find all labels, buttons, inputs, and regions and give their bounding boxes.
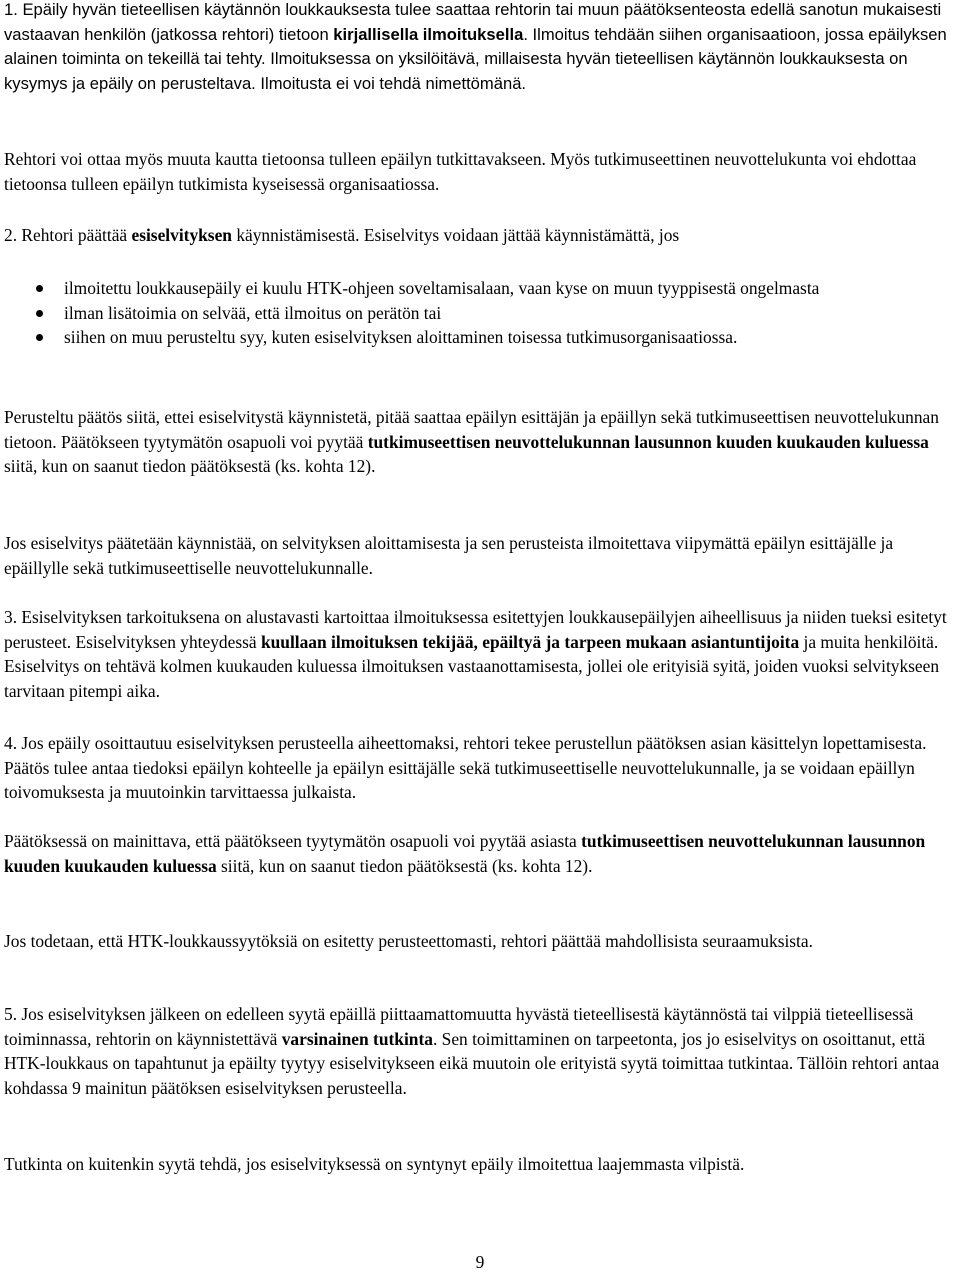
p6-text-a: 3. Esiselvityksen tarkoituksena on alustavasti kartoittaa ilmoituksessa esitettyjen loukkausepäilyjen aiheellisuus ja niiden tueksi esitetyt perusteet. Esiselvityksen yhteydessä xyxy=(4,607,947,652)
p4-text-a: Perusteltu päätös siitä, ettei esiselvitystä käynnistetä, pitää saattaa epäilyn esittäjän ja epäillyn sekä tutkimuseettisen neuvottelukunnan tietoon. Päätökseen tyytymätön osapuoli voi pyytää xyxy=(4,407,939,452)
p8-bold: tutkimuseettisen neuvottelukunnan lausunnon kuuden kuukauden kuluessa xyxy=(4,831,926,876)
paragraph-4 xyxy=(4,405,954,479)
paragraph-7: 4. Jos epäily osoittautuu esiselvityksen perusteella aiheettomaksi, rehtori tekee perustellun päätöksen asian käsittelyn lopettamisesta. Päätös tulee antaa tiedoksi epäilyn kohteelle ja epäilyn esittäjälle sekä tutkimuseettiselle neuvottelukunnalle, ja se voidaan epäillyn toivomuksesta ja muutoinkin tarvittaessa julkaista. xyxy=(4,733,927,802)
p6-text-c: ja muita henkilöitä. Esiselvitys on tehtävä kolmen kuukauden kuluessa ilmoituksen vastaanottamisesta, jollei ole erityisiä syitä, joiden vuoksi selvitykseen tarvitaan pitempi aika. xyxy=(4,631,940,701)
list-item: ilman lisätoimia on selvää, että ilmoitus on perätön tai xyxy=(0,301,954,326)
page-number: 9 xyxy=(475,1252,485,1272)
p1-text-a: 1. Epäily hyvän tieteellisen käytännön loukkauksesta tulee saattaa rehtorin tai muun päätöksenteosta edellä sanotun mukaisesti vastaavan henkilön (jatkossa rehtori) tietoon xyxy=(4,0,942,44)
p10-text-c: . Sen toimittaminen on tarpeetonta, jos jo esiselvitys on osoittanut, että HTK-loukkaus on tapahtunut ja epäilty tyytyy esiselvitykseen eikä muutoin ole erityistä syytä toimittaa tutkintaa. Tällöin rehtori antaa kohdassa 9 mainitun päätöksen esiselvityksen perusteella. xyxy=(4,1028,940,1098)
paragraph-11: Tutkinta on kuitenkin syytä tehdä, jos esiselvityksessä on syntynyt epäily ilmoitettua laajemmasta vilpistä. xyxy=(4,1154,745,1174)
p1-bold: kirjallisella ilmoituksella xyxy=(333,24,524,44)
p6-bold: kuullaan ilmoituksen tekijää, epäiltyä ja tarpeen mukaan asiantuntijoita xyxy=(260,631,800,652)
paragraph-1 xyxy=(4,0,954,96)
p3-bold: esiselvityksen xyxy=(131,225,232,245)
p10-text-a: 5. Jos esiselvityksen jälkeen on edelleen syytä epäillä piittaamattomuutta hyvästä tieteellisestä käytännöstä tai vilppiä tieteellisessä toiminnassa, rehtorin on käynnistettävä xyxy=(4,1004,914,1049)
p4-bold: tutkimuseettisen neuvottelukunnan lausunnon kuuden kuukauden kuluessa xyxy=(367,431,929,452)
p4-text-c: siitä, kun on saanut tiedon päätöksestä (ks. kohta 12). xyxy=(4,456,376,476)
paragraph-2: Rehtori voi ottaa myös muuta kautta tietoonsa tulleen epäilyn tutkittavakseen. Myös tutkimuseettinen neuvottelukunta voi ehdottaa tietoonsa tulleen epäilyn tutkimista kyseisessä organisaatiossa. xyxy=(4,149,917,194)
p8-text-a: Päätöksessä on mainittava, että päätökseen tyytymätön osapuoli voi pyytää asiasta xyxy=(4,831,582,851)
p1-text-c: . Ilmoitus tehdään siihen organisaatioon, jossa epäilyksen alainen toiminta on tekeillä tai tehty. Ilmoituksessa on yksilöitävä, millaisesta hyvän tieteellisen käytännön loukkauksesta on kysymys ja epäily on perusteltava. Ilmoitusta ei voi tehdä nimettömänä. xyxy=(4,24,947,93)
list-item: siihen on muu perusteltu syy, kuten esiselvityksen aloittaminen toisessa tutkimusorganisaatiossa. xyxy=(0,325,954,350)
bullet-icon xyxy=(36,310,43,317)
p3-text-a: 2. Rehtori päättää xyxy=(4,225,132,245)
p8-text-c: siitä, kun on saanut tiedon päätöksestä (ks. kohta 12). xyxy=(216,855,593,876)
p3-text-c: käynnistämisestä. Esiselvitys voidaan jättää käynnistämättä, jos xyxy=(231,225,680,245)
paragraph-8 xyxy=(4,829,954,878)
bullet-icon xyxy=(36,285,43,292)
paragraph-9: Jos todetaan, että HTK-loukkaussyytöksiä on esitetty perusteettomasti, rehtori päättää mahdollisista seuraamuksista. xyxy=(4,931,813,951)
paragraph-10 xyxy=(4,1002,954,1100)
list-item: ilmoitettu loukkausepäily ei kuulu HTK-ohjeen soveltamisalaan, vaan kyse on muun tyyppisestä ongelmasta xyxy=(0,276,954,301)
conditions-list xyxy=(0,276,954,350)
p10-bold: varsinainen tutkinta xyxy=(281,1028,433,1049)
paragraph-5: Jos esiselvitys päätetään käynnistää, on selvityksen aloittamisesta ja sen perusteista ilmoitettava viipymättä epäilyn esittäjälle ja epäillylle sekä tutkimuseettiselle neuvottelukunnalle. xyxy=(4,533,894,578)
paragraph-6 xyxy=(4,605,954,703)
bullet-icon xyxy=(36,334,43,341)
paragraph-3 xyxy=(4,223,954,248)
